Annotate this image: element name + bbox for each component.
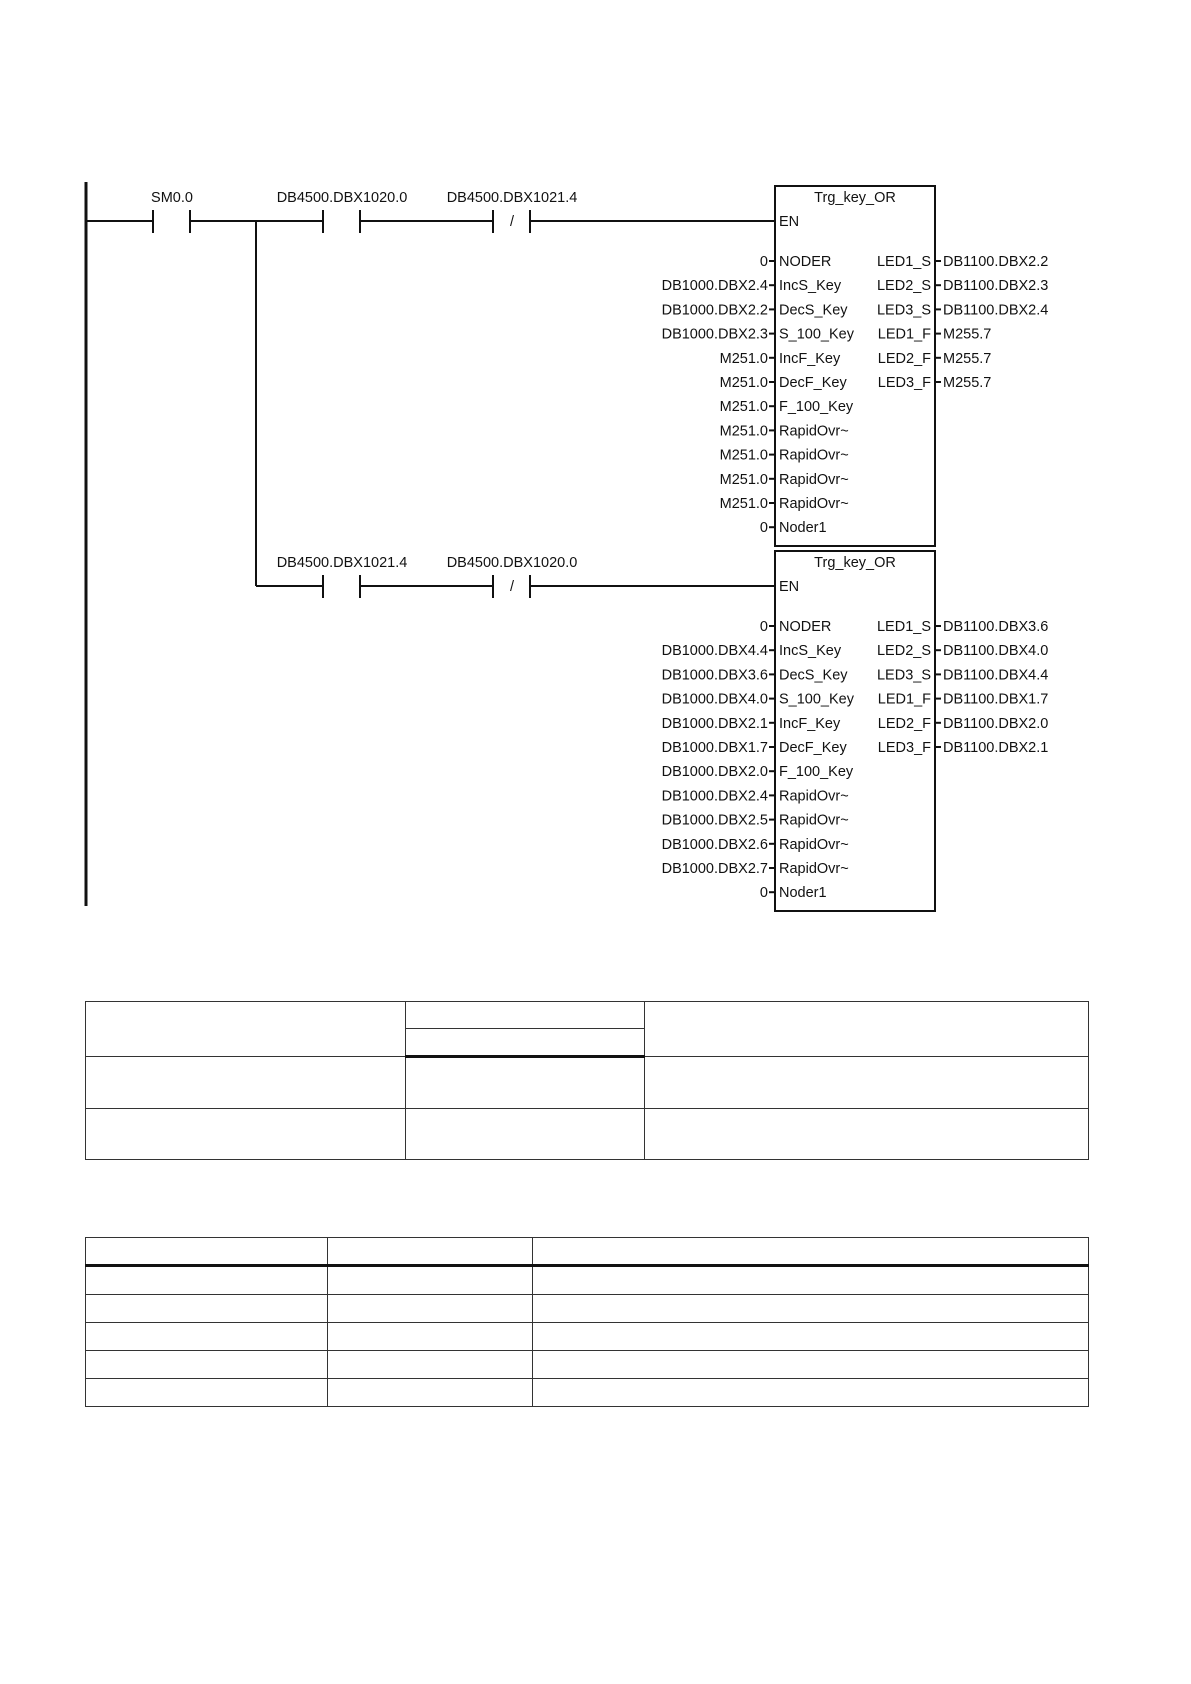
input-pin-label: F_100_Key: [779, 764, 854, 781]
block-1-pins: [662, 254, 1049, 536]
input-pin-label: RapidOvr~: [779, 496, 849, 512]
output-operand: DB1100.DBX4.0: [943, 643, 1049, 660]
table-cell: [533, 1238, 1089, 1266]
output-operand: DB1100.DBX4.4: [943, 667, 1049, 684]
table-cell: [86, 1351, 328, 1379]
input-operand: M251.0: [719, 350, 768, 367]
block-en-pin: EN: [779, 579, 800, 595]
table-cell: [533, 1351, 1089, 1379]
contact-label: DB4500.DBX1021.4: [446, 190, 578, 206]
output-operand: M255.7: [943, 375, 992, 391]
input-pin-label: IncF_Key: [779, 715, 841, 732]
output-pin-label: LED2_F: [877, 350, 931, 367]
table-cell: [86, 1002, 406, 1057]
block-title: Trg_key_OR: [814, 190, 896, 206]
input-operand: M251.0: [719, 496, 768, 512]
table-cell: [533, 1295, 1089, 1323]
contact-label: DB4500.DBX1020.0: [446, 555, 578, 571]
input-pin-label: RapidOvr~: [779, 788, 849, 805]
input-operand: DB1000.DBX3.6: [661, 667, 768, 684]
input-pin-label: IncF_Key: [779, 350, 841, 367]
input-pin-label: NODER: [779, 254, 832, 270]
table-cell: [328, 1266, 533, 1295]
input-pin-label: RapidOvr~: [779, 471, 849, 488]
output-pin-label: LED2_F: [877, 715, 931, 732]
table-cell: [328, 1295, 533, 1323]
input-operand: DB1000.DBX2.4: [661, 278, 768, 295]
input-operand: M251.0: [719, 423, 768, 440]
output-pin-label: LED3_S: [876, 302, 931, 319]
input-operand: 0: [759, 520, 768, 537]
table-cell: [645, 1002, 1089, 1057]
output-pin-label: LED1_F: [877, 691, 931, 708]
output-pin-label: LED1_S: [876, 619, 931, 635]
input-pin-label: IncS_Key: [779, 278, 842, 295]
contact-label: DB4500.DBX1021.4: [276, 555, 408, 571]
input-operand: M251.0: [719, 447, 768, 464]
table-cell: [406, 1002, 645, 1029]
table-cell: [86, 1109, 406, 1160]
output-operand: DB1100.DBX2.4: [943, 302, 1049, 319]
input-pin-label: RapidOvr~: [779, 836, 849, 853]
input-operand: DB1000.DBX2.3: [661, 326, 768, 343]
table-2: [85, 1237, 1089, 1407]
input-pin-label: F_100_Key: [779, 399, 854, 416]
output-operand: DB1100.DBX3.6: [943, 619, 1049, 635]
table-cell: [645, 1057, 1089, 1109]
table-cell: [328, 1379, 533, 1407]
input-operand: M251.0: [719, 471, 768, 488]
input-operand: M251.0: [719, 399, 768, 416]
input-operand: M251.0: [719, 375, 768, 391]
input-pin-label: RapidOvr~: [779, 447, 849, 464]
input-pin-label: S_100_Key: [779, 691, 854, 708]
input-pin-label: RapidOvr~: [779, 812, 849, 829]
negated-contact-symbol: /: [509, 579, 515, 595]
input-pin-label: S_100_Key: [779, 326, 854, 343]
block-en-pin: EN: [779, 214, 800, 230]
negated-contact-symbol: /: [509, 214, 515, 230]
output-pin-label: LED2_S: [876, 278, 931, 295]
input-operand: DB1000.DBX2.6: [661, 836, 768, 853]
input-operand: DB1000.DBX2.4: [661, 788, 768, 805]
output-operand: DB1100.DBX2.3: [943, 278, 1049, 295]
input-operand: DB1000.DBX2.5: [661, 812, 768, 829]
input-operand: DB1000.DBX2.1: [661, 715, 768, 732]
table-cell: [86, 1295, 328, 1323]
input-pin-label: NODER: [779, 619, 832, 635]
input-operand: DB1000.DBX2.0: [661, 764, 768, 781]
table-cell: [406, 1029, 645, 1057]
output-pin-label: LED2_S: [876, 643, 931, 660]
output-pin-label: LED3_S: [876, 667, 931, 684]
input-operand: 0: [759, 254, 768, 270]
input-operand: DB1000.DBX1.7: [661, 740, 768, 756]
table-cell: [86, 1323, 328, 1351]
output-operand: DB1100.DBX1.7: [943, 691, 1049, 708]
output-operand: DB1100.DBX2.0: [943, 715, 1049, 732]
input-pin-label: DecF_Key: [779, 740, 847, 756]
table-cell: [86, 1057, 406, 1109]
table-cell: [406, 1057, 645, 1109]
input-operand: DB1000.DBX2.2: [661, 302, 768, 319]
output-operand: DB1100.DBX2.1: [943, 740, 1049, 756]
output-pin-label: LED3_F: [877, 375, 931, 391]
table-cell: [86, 1238, 328, 1266]
input-pin-label: Noder1: [779, 885, 827, 902]
input-operand: DB1000.DBX4.0: [661, 691, 768, 708]
output-operand: M255.7: [943, 326, 992, 343]
table-cell: [328, 1351, 533, 1379]
block-title: Trg_key_OR: [814, 555, 896, 571]
input-pin-label: RapidOvr~: [779, 423, 849, 440]
output-operand: M255.7: [943, 350, 992, 367]
input-pin-label: DecF_Key: [779, 375, 847, 391]
contact-label: SM0.0: [151, 190, 193, 206]
output-pin-label: LED1_F: [877, 326, 931, 343]
contact-label: DB4500.DBX1020.0: [276, 190, 408, 206]
input-operand: DB1000.DBX4.4: [661, 643, 768, 660]
table-cell: [328, 1323, 533, 1351]
table-cell: [533, 1379, 1089, 1407]
input-pin-label: IncS_Key: [779, 643, 842, 660]
table-cell: [645, 1109, 1089, 1160]
input-pin-label: DecS_Key: [779, 667, 848, 684]
input-operand: 0: [759, 619, 768, 635]
output-operand: DB1100.DBX2.2: [943, 254, 1049, 270]
output-pin-label: LED3_F: [877, 740, 931, 756]
table-cell: [533, 1323, 1089, 1351]
input-pin-label: Noder1: [779, 520, 827, 537]
input-operand: DB1000.DBX2.7: [661, 861, 768, 877]
input-operand: 0: [759, 885, 768, 902]
output-pin-label: LED1_S: [876, 254, 931, 270]
table-cell: [406, 1109, 645, 1160]
table-cell: [86, 1379, 328, 1407]
block-2-pins: [662, 619, 1049, 901]
table-1: [85, 1001, 1089, 1160]
table-cell: [328, 1238, 533, 1266]
table-cell: [533, 1266, 1089, 1295]
table-cell: [86, 1266, 328, 1295]
input-pin-label: RapidOvr~: [779, 861, 849, 877]
input-pin-label: DecS_Key: [779, 302, 848, 319]
